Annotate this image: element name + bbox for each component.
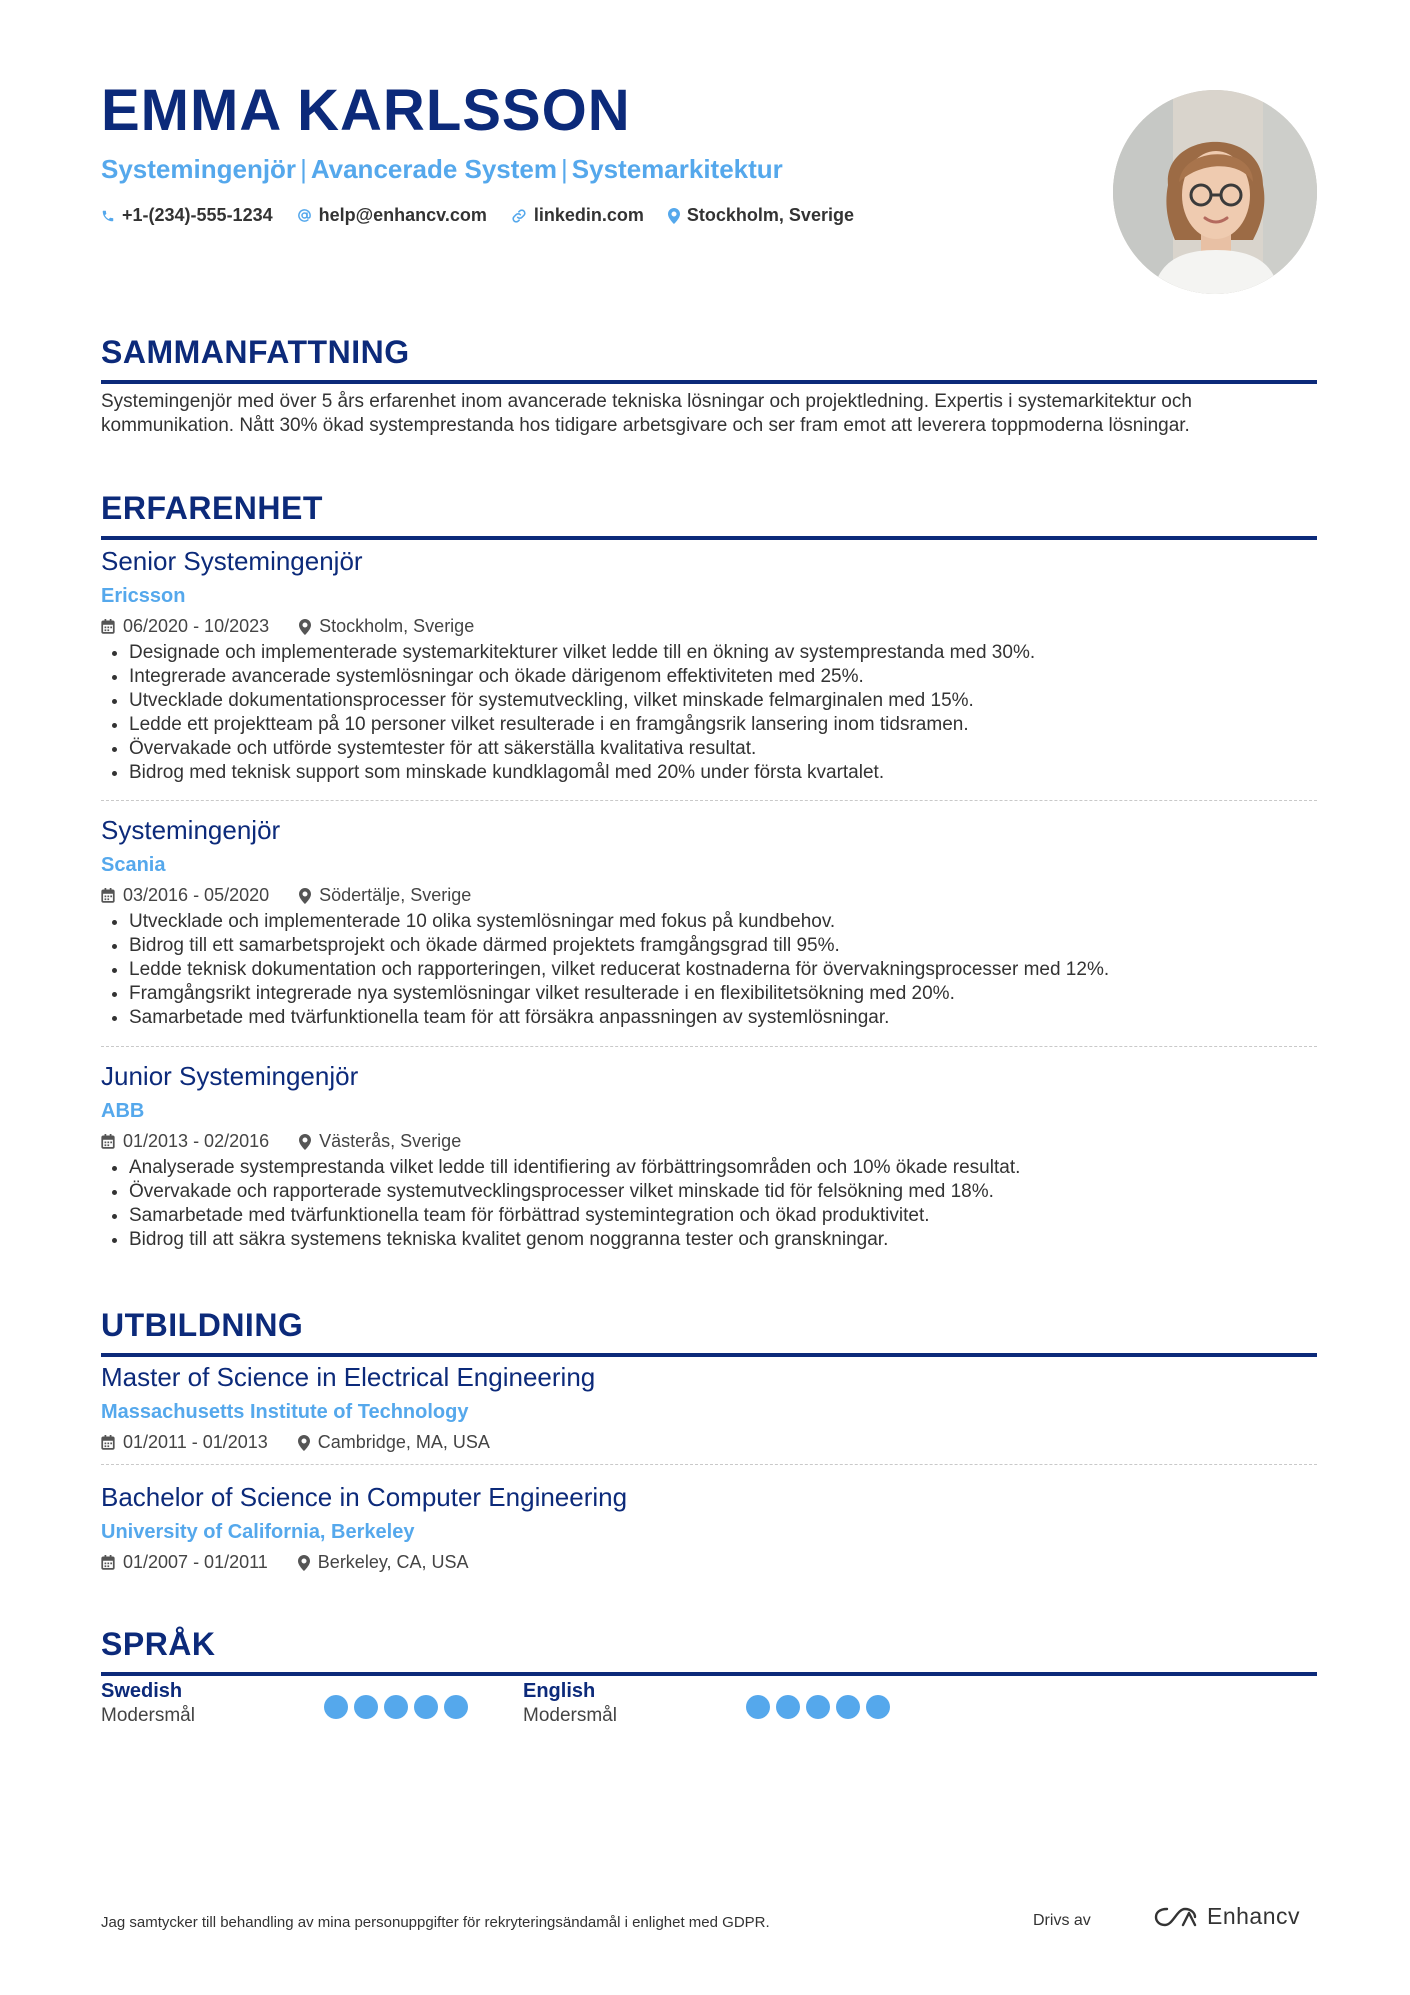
location-pin-icon xyxy=(299,619,311,635)
job-dates-text: 06/2020 - 10/2023 xyxy=(123,616,270,637)
job-location-text: Västerås, Sverige xyxy=(319,1131,462,1152)
phone-text: +1-(234)-555-1234 xyxy=(122,205,273,225)
headline-separator: | xyxy=(300,154,307,184)
rating-dot xyxy=(444,1695,468,1719)
brand-name: Enhancv xyxy=(1207,1903,1301,1929)
education-meta xyxy=(101,1432,1317,1453)
education-heading: UTBILDNING xyxy=(101,1309,1317,1357)
education-dates xyxy=(101,1552,268,1573)
job-dates xyxy=(101,1131,269,1152)
bullet-item: • Samarbetade med tvärfunktionella team för att försäkra anpassningen av systemlösningar. xyxy=(129,1006,1317,1030)
location-pin-icon xyxy=(298,1555,310,1571)
language-level: Modersmål xyxy=(101,1705,195,1726)
job-dates-text: 03/2016 - 05/2020 xyxy=(123,885,270,906)
bullet-item: • Bidrog till ett samarbetsprojekt och ökade därmed projektets framgångsgrad till 95%. xyxy=(129,934,1317,958)
rating-dot xyxy=(324,1695,348,1719)
job-location xyxy=(299,885,471,906)
bullet-item: • Ledde ett projektteam på 10 personer vilket resulterade i en framgångsrik lansering inom tidsramen. xyxy=(129,713,1317,737)
bullet-item: • Framgångsrikt integrerade nya systemlösningar vilket resulterade i en flexibilitetsökning med 20%. xyxy=(129,982,1317,1006)
location-pin-icon xyxy=(299,888,311,904)
contact-phone[interactable] xyxy=(101,205,273,226)
job-title: Senior Systemingenjör xyxy=(101,546,363,576)
language-name: English xyxy=(523,1680,596,1702)
entry-divider xyxy=(101,800,1317,801)
bullet-item: • Utvecklade och implementerade 10 olika systemlösningar med fokus på kundbehov. xyxy=(129,910,1317,934)
company-name: Scania xyxy=(101,854,166,877)
education-dates xyxy=(101,1432,268,1453)
experience-entry xyxy=(101,546,1317,785)
rating-dot xyxy=(746,1695,770,1719)
rating-dot xyxy=(384,1695,408,1719)
experience-entry xyxy=(101,1061,1317,1252)
job-location xyxy=(299,1131,461,1152)
summary-text: Systemingenjör med över 5 års erfarenhet inom avancerade tekniska lösningar och projektledning. Expertis i systemarkitektur och kommunikation. Nått 30% ökad systemprestanda hos tidigare arbetsgivare och ser fram emot att leverera toppmoderna lösningar. xyxy=(101,391,1192,436)
headline-separator: | xyxy=(561,154,568,184)
languages-heading: SPRÅK xyxy=(101,1628,1317,1676)
powered-by-label: Drivs av xyxy=(1033,1912,1091,1929)
job-meta xyxy=(101,616,1317,637)
bullet-item: • Samarbetade med tvärfunktionella team för förbättrad systemintegration och ökad produktivitet. xyxy=(129,1204,1317,1228)
location-text: Stockholm, Sverige xyxy=(686,205,854,225)
education-location xyxy=(298,1552,469,1573)
headline xyxy=(101,154,783,185)
linkedin-text: linkedin.com xyxy=(533,205,644,225)
experience-entry xyxy=(101,815,1317,1030)
contact-email[interactable] xyxy=(297,205,487,226)
language-item xyxy=(523,1680,617,1727)
education-location xyxy=(298,1432,490,1453)
education-entry xyxy=(101,1362,1317,1453)
company-name: ABB xyxy=(101,1100,145,1123)
language-name: Swedish xyxy=(101,1680,183,1702)
job-bullets xyxy=(101,641,1317,785)
calendar-icon xyxy=(101,1555,115,1570)
enhancv-brand[interactable] xyxy=(1153,1903,1300,1930)
bullet-item: • Bidrog med teknisk support som minskade kundklagomål med 20% under första kvartalet. xyxy=(129,761,1317,785)
job-dates-text: 01/2013 - 02/2016 xyxy=(123,1131,270,1152)
education-entry xyxy=(101,1482,1317,1573)
entry-divider xyxy=(101,1464,1317,1465)
headline-specialty: Avancerade System xyxy=(310,154,558,184)
rating-dot xyxy=(354,1695,378,1719)
company-name: Ericsson xyxy=(101,585,186,608)
job-location-text: Södertälje, Sverige xyxy=(319,885,472,906)
bullet-item: • Integrerade avancerade systemlösningar och ökade därigenom effektiviteten med 25%. xyxy=(129,665,1317,689)
headline-role: Systemingenjör xyxy=(101,154,297,184)
link-icon xyxy=(511,208,527,224)
headline-focus: Systemarkitektur xyxy=(571,154,783,184)
rating-dot xyxy=(776,1695,800,1719)
degree-title: Master of Science in Electrical Engineering xyxy=(101,1362,596,1392)
bullet-item: • Utvecklade dokumentationsprocesser för systemutveckling, vilket minskade felmarginalen med 15%. xyxy=(129,689,1317,713)
contact-location xyxy=(668,205,854,226)
job-dates xyxy=(101,616,269,637)
profile-photo xyxy=(1113,90,1317,294)
location-pin-icon xyxy=(298,1435,310,1451)
school-name: University of California, Berkeley xyxy=(101,1521,415,1544)
education-meta xyxy=(101,1552,1317,1573)
degree-title: Bachelor of Science in Computer Engineering xyxy=(101,1482,628,1512)
job-bullets xyxy=(101,910,1317,1030)
email-text: help@enhancv.com xyxy=(318,205,487,225)
language-rating xyxy=(746,1695,896,1719)
phone-icon xyxy=(101,209,115,223)
experience-heading: ERFARENHET xyxy=(101,492,1317,540)
summary-heading: SAMMANFATTNING xyxy=(101,336,1317,384)
rating-dot xyxy=(836,1695,860,1719)
school-name: Massachusetts Institute of Technology xyxy=(101,1401,469,1424)
at-icon xyxy=(297,208,312,223)
language-level: Modersmål xyxy=(523,1705,617,1726)
bullet-item: • Designade och implementerade systemarkitekturer vilket ledde till en ökning av systemprestanda med 30%. xyxy=(129,641,1317,665)
calendar-icon xyxy=(101,619,115,634)
language-rating xyxy=(324,1695,474,1719)
portrait-image xyxy=(1113,90,1317,294)
job-title: Systemingenjör xyxy=(101,815,281,845)
job-title: Junior Systemingenjör xyxy=(101,1061,359,1091)
enhancv-logo-icon xyxy=(1153,1904,1199,1930)
gdpr-consent: Jag samtycker till behandling av mina personuppgifter för rekryteringsändamål i enlighet med GDPR. xyxy=(101,1914,770,1931)
calendar-icon xyxy=(101,1134,115,1149)
job-location xyxy=(299,616,474,637)
entry-divider xyxy=(101,1046,1317,1047)
rating-dot xyxy=(866,1695,890,1719)
calendar-icon xyxy=(101,888,115,903)
calendar-icon xyxy=(101,1435,115,1450)
candidate-name: EMMA KARLSSON xyxy=(101,78,631,143)
education-dates-text: 01/2007 - 01/2011 xyxy=(123,1552,268,1573)
job-dates xyxy=(101,885,269,906)
rating-dot xyxy=(414,1695,438,1719)
education-location-text: Berkeley, CA, USA xyxy=(317,1552,469,1573)
job-meta xyxy=(101,1131,1317,1152)
job-meta xyxy=(101,885,1317,906)
job-location-text: Stockholm, Sverige xyxy=(319,616,475,637)
contact-linkedin[interactable] xyxy=(511,205,644,226)
location-pin-icon xyxy=(299,1134,311,1150)
bullet-item: • Övervakade och utförde systemtester för att säkerställa kvalitativa resultat. xyxy=(129,737,1317,761)
education-location-text: Cambridge, MA, USA xyxy=(317,1432,490,1453)
contact-row xyxy=(101,205,878,226)
bullet-item: • Ledde teknisk dokumentation och rapporteringen, vilket reducerat kostnaderna för övervakningsprocesser med 12%. xyxy=(129,958,1317,982)
education-dates-text: 01/2011 - 01/2013 xyxy=(123,1432,268,1453)
location-pin-icon xyxy=(668,208,680,224)
language-item xyxy=(101,1680,195,1727)
rating-dot xyxy=(806,1695,830,1719)
bullet-item: • Övervakade och rapporterade systemutvecklingsprocesser vilket minskade tid för felsökning med 18%. xyxy=(129,1180,1317,1204)
bullet-item: • Bidrog till att säkra systemens tekniska kvalitet genom noggranna tester och granskningar. xyxy=(129,1228,1317,1252)
job-bullets xyxy=(101,1156,1317,1252)
bullet-item: • Analyserade systemprestanda vilket ledde till identifiering av förbättringsområden och 10% ökade resultat. xyxy=(129,1156,1317,1180)
